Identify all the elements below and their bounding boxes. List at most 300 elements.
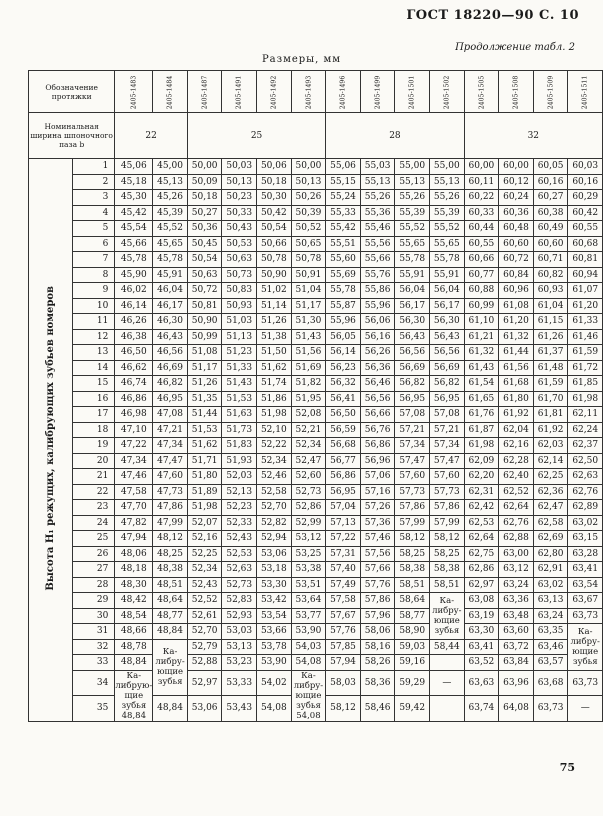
- value-cell: 50,03: [222, 159, 257, 175]
- tooth-number: 27: [73, 562, 115, 578]
- value-cell: 53,03: [222, 624, 257, 640]
- value-cell: 45,66: [115, 236, 153, 252]
- value-cell: 52,86: [291, 500, 326, 516]
- value-cell: 56,96: [360, 453, 395, 469]
- calibrating-teeth-note: Ка- либру- ющие зубья: [430, 593, 465, 640]
- value-cell: 56,16: [360, 329, 395, 345]
- value-cell: 55,03: [360, 159, 395, 175]
- value-cell: 61,72: [568, 360, 603, 376]
- value-cell: 45,00: [153, 159, 188, 175]
- value-cell: 60,03: [568, 159, 603, 175]
- value-cell: 63,36: [499, 593, 534, 609]
- value-cell: 56,66: [360, 407, 395, 423]
- value-cell: 50,00: [187, 159, 222, 175]
- value-cell: 55,26: [360, 190, 395, 206]
- value-cell: 63,63: [464, 670, 499, 696]
- value-cell: 57,99: [395, 515, 430, 531]
- value-cell: 62,76: [499, 515, 534, 531]
- value-cell: 57,76: [326, 624, 361, 640]
- value-cell: 55,51: [326, 236, 361, 252]
- value-cell: 50,52: [291, 221, 326, 237]
- value-cell: 60,33: [464, 205, 499, 221]
- tooth-number: 33: [73, 655, 115, 671]
- value-cell: 61,59: [568, 345, 603, 361]
- value-cell: 52,70: [257, 500, 292, 516]
- value-cell: 53,90: [257, 655, 292, 671]
- tooth-number: 28: [73, 577, 115, 593]
- value-cell: 47,21: [153, 422, 188, 438]
- value-cell: 52,46: [257, 469, 292, 485]
- value-cell: 62,52: [499, 484, 534, 500]
- value-cell: 55,60: [326, 252, 361, 268]
- value-cell: 50,06: [257, 159, 292, 175]
- value-cell: 60,66: [464, 252, 499, 268]
- value-cell: 55,39: [430, 205, 465, 221]
- value-cell: 57,85: [326, 639, 361, 655]
- value-cell: 47,34: [115, 453, 153, 469]
- value-cell: 50,90: [187, 314, 222, 330]
- table-row: [29, 329, 603, 345]
- value-cell: 51,44: [187, 407, 222, 423]
- value-cell: 52,34: [187, 562, 222, 578]
- value-cell: 60,60: [533, 236, 568, 252]
- value-cell: 56,95: [430, 391, 465, 407]
- value-cell: 52,21: [291, 422, 326, 438]
- value-cell: 55,91: [395, 267, 430, 283]
- width-group: 22: [115, 113, 188, 159]
- value-cell: 52,94: [257, 531, 292, 547]
- value-cell: 55,36: [360, 205, 395, 221]
- value-cell: 56,30: [395, 314, 430, 330]
- value-cell: 46,86: [115, 391, 153, 407]
- value-cell: 56,04: [395, 283, 430, 299]
- value-cell: 58,46: [360, 696, 395, 722]
- value-cell: 52,03: [222, 469, 257, 485]
- value-cell: 60,96: [499, 283, 534, 299]
- value-cell: 46,62: [115, 360, 153, 376]
- value-cell: 57,47: [395, 453, 430, 469]
- value-cell: 51,43: [222, 376, 257, 392]
- value-cell: 48,42: [115, 593, 153, 609]
- table-row: [29, 190, 603, 206]
- value-cell: 63,08: [464, 593, 499, 609]
- column-header: [291, 71, 326, 113]
- value-cell: 60,82: [533, 267, 568, 283]
- value-cell: 45,18: [115, 174, 153, 190]
- column-header-label: 2405-1493: [304, 75, 312, 109]
- value-cell: 62,86: [464, 562, 499, 578]
- value-cell: 56,59: [326, 422, 361, 438]
- table-row: [29, 376, 603, 392]
- value-cell: 50,81: [187, 298, 222, 314]
- value-cell: 60,00: [499, 159, 534, 175]
- column-header-label: 2405-1483: [130, 75, 138, 109]
- value-cell: 60,94: [568, 267, 603, 283]
- value-cell: 46,17: [153, 298, 188, 314]
- value-cell: 57,31: [326, 546, 361, 562]
- value-cell: 62,25: [533, 469, 568, 485]
- value-cell: 63,68: [533, 670, 568, 696]
- value-cell: 51,43: [291, 329, 326, 345]
- value-cell: 61,81: [533, 407, 568, 423]
- value-cell: 53,30: [257, 577, 292, 593]
- table-row: [29, 639, 603, 655]
- sizes-label: Размеры, мм: [261, 54, 342, 65]
- value-cell: 51,98: [257, 407, 292, 423]
- value-cell: 47,58: [115, 484, 153, 500]
- value-cell: 51,03: [222, 314, 257, 330]
- value-cell: 56,56: [360, 391, 395, 407]
- column-header: [187, 71, 222, 113]
- tooth-number: 21: [73, 469, 115, 485]
- column-header: [115, 71, 153, 113]
- value-cell: 51,26: [257, 314, 292, 330]
- value-cell: 58,44: [430, 639, 465, 655]
- page-header: ГОСТ 18220—90 С. 10: [406, 8, 579, 23]
- value-cell: 57,40: [326, 562, 361, 578]
- value-cell: 50,18: [257, 174, 292, 190]
- value-cell: 62,36: [533, 484, 568, 500]
- value-cell: 58,77: [395, 608, 430, 624]
- value-cell: 61,15: [533, 314, 568, 330]
- value-cell: 52,08: [291, 407, 326, 423]
- value-cell: 50,93: [222, 298, 257, 314]
- value-cell: 50,91: [291, 267, 326, 283]
- value-cell: 52,07: [187, 515, 222, 531]
- table-row: [29, 562, 603, 578]
- value-cell: 62,20: [464, 469, 499, 485]
- tooth-number: 17: [73, 407, 115, 423]
- value-cell: 51,82: [291, 376, 326, 392]
- value-cell: 45,26: [153, 190, 188, 206]
- value-cell: 57,60: [395, 469, 430, 485]
- value-cell: 52,73: [291, 484, 326, 500]
- value-cell: 60,36: [499, 205, 534, 221]
- value-cell: 46,95: [153, 391, 188, 407]
- value-cell: 47,82: [115, 515, 153, 531]
- value-cell: 61,68: [499, 376, 534, 392]
- value-cell: 48,66: [115, 624, 153, 640]
- value-cell: 57,26: [360, 500, 395, 516]
- value-cell: 50,43: [222, 221, 257, 237]
- value-cell: 48,25: [153, 546, 188, 562]
- table-row: [29, 174, 603, 190]
- tooth-number: 2: [73, 174, 115, 190]
- value-cell: 56,77: [326, 453, 361, 469]
- value-cell: 50,72: [187, 283, 222, 299]
- value-cell: 61,10: [464, 314, 499, 330]
- value-cell: 55,65: [395, 236, 430, 252]
- value-cell: 61,59: [533, 376, 568, 392]
- value-cell: 52,58: [257, 484, 292, 500]
- value-cell: 63,28: [568, 546, 603, 562]
- value-cell: 56,82: [430, 376, 465, 392]
- value-cell: 61,07: [568, 283, 603, 299]
- value-cell: 62,37: [568, 438, 603, 454]
- table-row: [29, 577, 603, 593]
- table-row: [29, 593, 603, 609]
- value-cell: 55,15: [326, 174, 361, 190]
- value-cell: 51,56: [291, 345, 326, 361]
- value-cell: 63,67: [568, 593, 603, 609]
- tooth-number: 15: [73, 376, 115, 392]
- value-cell: 53,42: [257, 593, 292, 609]
- value-cell: 56,95: [326, 484, 361, 500]
- value-cell: 62,75: [464, 546, 499, 562]
- value-cell: 55,00: [395, 159, 430, 175]
- value-cell: 55,26: [395, 190, 430, 206]
- column-header-label: 2405-1484: [166, 75, 174, 109]
- value-cell: 53,77: [291, 608, 326, 624]
- value-cell: 53,12: [291, 531, 326, 547]
- value-cell: 61,48: [533, 360, 568, 376]
- value-cell: 51,35: [187, 391, 222, 407]
- value-cell: 52,52: [187, 593, 222, 609]
- column-header-label: 2405-1509: [547, 75, 555, 109]
- value-cell: 56,68: [326, 438, 361, 454]
- value-cell: 51,53: [222, 391, 257, 407]
- tooth-number: 20: [73, 453, 115, 469]
- value-cell: 58,51: [430, 577, 465, 593]
- value-cell: 52,43: [187, 577, 222, 593]
- tooth-number: 10: [73, 298, 115, 314]
- value-cell: 58,38: [430, 562, 465, 578]
- value-cell: 60,84: [499, 267, 534, 283]
- value-cell: 57,36: [360, 515, 395, 531]
- value-cell: 60,68: [568, 236, 603, 252]
- value-cell: 47,94: [115, 531, 153, 547]
- value-cell: 46,74: [115, 376, 153, 392]
- value-cell: 57,86: [360, 593, 395, 609]
- value-cell: 50,90: [257, 267, 292, 283]
- value-cell: 53,51: [291, 577, 326, 593]
- value-cell: 61,33: [568, 314, 603, 330]
- value-cell: 50,53: [222, 236, 257, 252]
- value-cell: 53,18: [257, 562, 292, 578]
- value-cell: 50,18: [187, 190, 222, 206]
- value-cell: 63,57: [533, 655, 568, 671]
- value-cell: 51,86: [257, 391, 292, 407]
- value-cell: 63,00: [499, 546, 534, 562]
- column-header: [533, 71, 568, 113]
- value-cell: 61,76: [464, 407, 499, 423]
- value-cell: 45,90: [115, 267, 153, 283]
- value-cell: 51,02: [257, 283, 292, 299]
- value-cell: —: [430, 670, 465, 696]
- value-cell: 52,23: [222, 500, 257, 516]
- value-cell: 62,24: [568, 422, 603, 438]
- value-cell: 45,13: [153, 174, 188, 190]
- column-header: [153, 71, 188, 113]
- column-header-label: 2405-1492: [270, 75, 278, 109]
- value-cell: 50,13: [291, 174, 326, 190]
- value-cell: 50,30: [257, 190, 292, 206]
- value-cell: 46,38: [115, 329, 153, 345]
- value-cell: 61,80: [499, 391, 534, 407]
- value-cell: 51,23: [222, 345, 257, 361]
- value-cell: 58,36: [360, 670, 395, 696]
- value-cell: 56,86: [326, 469, 361, 485]
- value-cell: 51,33: [222, 360, 257, 376]
- value-cell: 63,73: [568, 608, 603, 624]
- value-cell: 48,51: [153, 577, 188, 593]
- value-cell: 54,08: [291, 655, 326, 671]
- value-cell: 51,89: [187, 484, 222, 500]
- tooth-number: 29: [73, 593, 115, 609]
- value-cell: 60,55: [464, 236, 499, 252]
- table-row: [29, 546, 603, 562]
- value-cell: 56,36: [360, 360, 395, 376]
- value-cell: 53,78: [257, 639, 292, 655]
- value-cell: 51,83: [222, 438, 257, 454]
- value-cell: 51,30: [291, 314, 326, 330]
- value-cell: 50,39: [291, 205, 326, 221]
- value-cell: 56,32: [326, 376, 361, 392]
- value-cell: 56,05: [326, 329, 361, 345]
- value-cell: 52,61: [187, 608, 222, 624]
- column-header: [222, 71, 257, 113]
- value-cell: 51,17: [187, 360, 222, 376]
- value-cell: 61,98: [568, 391, 603, 407]
- tooth-number: 19: [73, 438, 115, 454]
- table-row: [29, 453, 603, 469]
- value-cell: 62,16: [499, 438, 534, 454]
- value-cell: 63,24: [533, 608, 568, 624]
- value-cell: 60,16: [533, 174, 568, 190]
- tooth-number: 18: [73, 422, 115, 438]
- value-cell: 57,06: [360, 469, 395, 485]
- value-cell: 59,29: [395, 670, 430, 696]
- value-cell: 56,46: [360, 376, 395, 392]
- value-cell: 63,15: [568, 531, 603, 547]
- value-cell: 50,13: [222, 174, 257, 190]
- value-cell: 63,48: [499, 608, 534, 624]
- table-row: [29, 314, 603, 330]
- value-cell: 53,06: [187, 696, 222, 722]
- value-cell: 62,28: [499, 453, 534, 469]
- value-cell: 51,73: [222, 422, 257, 438]
- value-cell: 62,04: [499, 422, 534, 438]
- value-cell: 45,91: [153, 267, 188, 283]
- value-cell: 52,63: [222, 562, 257, 578]
- value-cell: 46,14: [115, 298, 153, 314]
- value-cell: 55,86: [360, 283, 395, 299]
- value-cell: 61,92: [499, 407, 534, 423]
- value-cell: 50,63: [222, 252, 257, 268]
- column-header: [499, 71, 534, 113]
- value-cell: 57,49: [326, 577, 361, 593]
- calibrating-teeth-note: Ка- либру- ющие зубья: [568, 624, 603, 671]
- value-cell: 58,90: [395, 624, 430, 640]
- value-cell: 58,12: [326, 696, 361, 722]
- value-cell: 48,30: [115, 577, 153, 593]
- value-cell: 46,30: [153, 314, 188, 330]
- value-cell: 47,47: [153, 453, 188, 469]
- value-cell: 51,08: [187, 345, 222, 361]
- value-cell: 56,69: [430, 360, 465, 376]
- value-cell: 63,02: [568, 515, 603, 531]
- table-row: [29, 655, 603, 671]
- value-cell: 48,64: [153, 593, 188, 609]
- value-cell: 61,98: [464, 438, 499, 454]
- value-cell: 54,02: [257, 670, 292, 696]
- column-header: [464, 71, 499, 113]
- value-cell: 52,34: [291, 438, 326, 454]
- value-cell: 51,17: [291, 298, 326, 314]
- value-cell: 55,56: [360, 236, 395, 252]
- value-cell: 52,70: [187, 624, 222, 640]
- value-cell: 57,58: [326, 593, 361, 609]
- value-cell: 62,50: [568, 453, 603, 469]
- value-cell: 62,31: [464, 484, 499, 500]
- value-cell: 57,13: [326, 515, 361, 531]
- value-cell: 50,54: [187, 252, 222, 268]
- tooth-number: 9: [73, 283, 115, 299]
- value-cell: 63,13: [533, 593, 568, 609]
- value-cell: 53,25: [291, 546, 326, 562]
- value-cell: 46,04: [153, 283, 188, 299]
- value-cell: 56,43: [395, 329, 430, 345]
- value-cell: 46,02: [115, 283, 153, 299]
- value-cell: 51,38: [257, 329, 292, 345]
- value-cell: 55,69: [326, 267, 361, 283]
- tooth-number: 13: [73, 345, 115, 361]
- value-cell: 61,43: [464, 360, 499, 376]
- value-cell: 62,40: [499, 469, 534, 485]
- value-cell: 51,04: [291, 283, 326, 299]
- value-cell: 62,58: [533, 515, 568, 531]
- value-cell: 56,17: [430, 298, 465, 314]
- column-header: [430, 71, 465, 113]
- value-cell: 61,56: [499, 360, 534, 376]
- value-cell: 63,73: [533, 696, 568, 722]
- value-cell: 63,41: [568, 562, 603, 578]
- calibrating-teeth-note: Ка- либру- ющие зубья: [153, 639, 188, 696]
- side-label: Высота H₁ режущих, калибрующих зубьев номеров: [45, 285, 57, 591]
- value-cell: 56,04: [430, 283, 465, 299]
- value-cell: 48,84: [153, 624, 188, 640]
- value-cell: 58,51: [395, 577, 430, 593]
- column-header-label: 2405-1502: [443, 75, 451, 109]
- tooth-number: 23: [73, 500, 115, 516]
- table-row: [29, 500, 603, 516]
- width-group: 32: [464, 113, 602, 159]
- value-cell: 58,25: [430, 546, 465, 562]
- value-cell: 50,83: [222, 283, 257, 299]
- value-cell: 58,12: [395, 531, 430, 547]
- value-cell: 47,10: [115, 422, 153, 438]
- tooth-number: 24: [73, 515, 115, 531]
- value-cell: 52,88: [187, 655, 222, 671]
- value-cell: 48,54: [115, 608, 153, 624]
- value-cell: 50,66: [257, 236, 292, 252]
- width-group: 25: [187, 113, 325, 159]
- value-cell: 45,42: [115, 205, 153, 221]
- value-cell: 52,53: [222, 546, 257, 562]
- value-cell: 50,73: [222, 267, 257, 283]
- table-row: [29, 360, 603, 376]
- value-cell: 58,06: [360, 624, 395, 640]
- value-cell: 58,25: [395, 546, 430, 562]
- value-cell: 52,34: [257, 453, 292, 469]
- tooth-number: 22: [73, 484, 115, 500]
- value-cell: 52,16: [187, 531, 222, 547]
- value-cell: 50,45: [187, 236, 222, 252]
- value-cell: 46,50: [115, 345, 153, 361]
- value-cell: 60,05: [533, 159, 568, 175]
- tooth-number: 11: [73, 314, 115, 330]
- value-cell: 62,47: [533, 500, 568, 516]
